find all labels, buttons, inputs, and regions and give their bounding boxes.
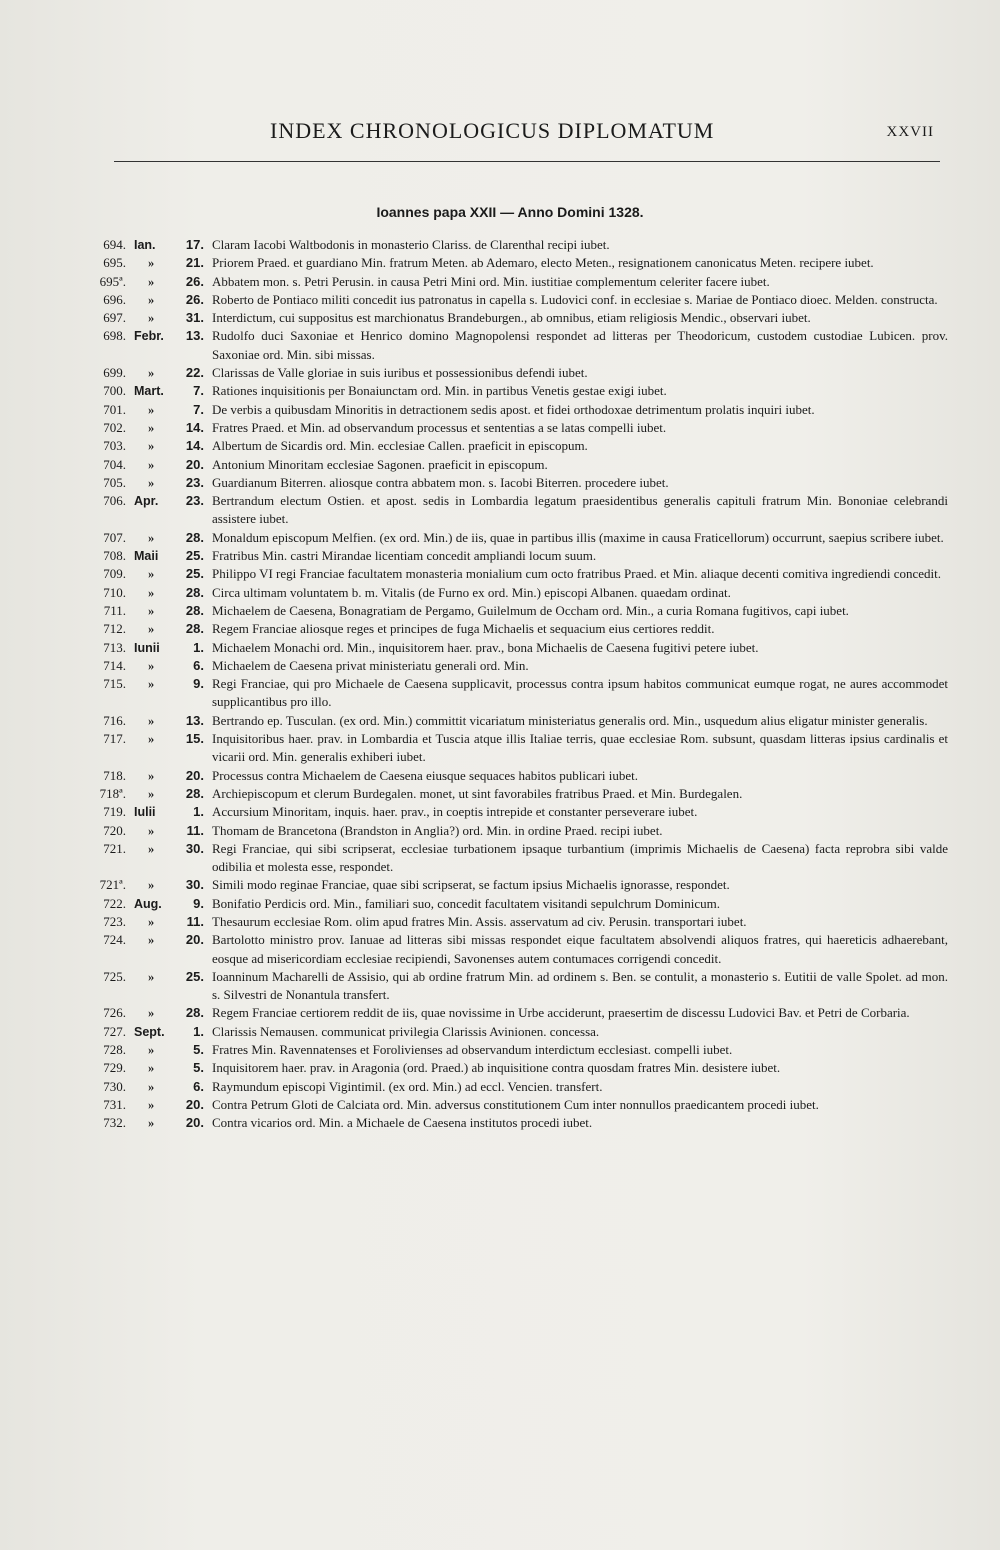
entry-day: 20. xyxy=(185,456,204,472)
entry-number: 698. xyxy=(103,328,126,344)
list-item xyxy=(88,474,948,492)
entry-day: 9. xyxy=(193,895,204,911)
entry-month: » xyxy=(148,1116,155,1131)
list-item xyxy=(88,456,948,474)
entry-text: Fratres Praed. et Min. ad observandum processus et sententias a se latas compelli iubet. xyxy=(212,419,667,435)
list-item xyxy=(88,639,948,657)
entry-text: Fratres Min. Ravennatenses et Forolivienses ad observandum interdictum ecclesiast. compelli iubet. xyxy=(212,1042,733,1058)
entry-month: » xyxy=(148,402,155,417)
list-item xyxy=(88,273,948,291)
entry-day: 5. xyxy=(193,1042,204,1058)
entry-month: Iunii xyxy=(134,640,160,655)
entry-number: 703. xyxy=(103,438,126,454)
entry-number: 695ª. xyxy=(99,273,126,289)
entry-month: » xyxy=(148,786,155,801)
entry-number: 700. xyxy=(103,383,126,399)
list-item xyxy=(88,1114,948,1132)
entry-text: Antonium Minoritam ecclesiae Sagonen. praeficit in episcopum. xyxy=(212,456,548,472)
entry-text: Bonifatio Perdicis ord. Min., familiari suo, concedit facultatem visitandi sepulchrum Dominicum. xyxy=(212,895,720,911)
entry-month: » xyxy=(148,878,155,893)
entry-text: Roberto de Pontiaco militi concedit ius patronatus in capella s. Ludovici conf. in ecclesiae s. Mariae de Pontiaco dioec. Melden. constructa. xyxy=(212,291,938,307)
entry-day: 28. xyxy=(185,602,204,618)
entry-number: 712. xyxy=(103,621,126,637)
entry-text: Michaelem Monachi ord. Min., inquisitorem haer. prav., bona Michaelis de Caesena fugitivi petere iubet. xyxy=(212,639,759,655)
list-item xyxy=(88,657,948,675)
entry-month: » xyxy=(148,841,155,856)
entry-month: » xyxy=(148,933,155,948)
entry-number: 718. xyxy=(103,767,126,783)
page-header xyxy=(110,118,940,154)
entry-month: Sept. xyxy=(134,1024,165,1039)
entry-day: 6. xyxy=(193,1078,204,1094)
entry-day: 1. xyxy=(193,639,204,655)
list-item xyxy=(88,822,948,840)
entry-text: Guardianum Biterren. aliosque contra abbatem mon. s. Iacobi Biterren. procedere iubet. xyxy=(212,474,669,490)
entry-month: » xyxy=(148,823,155,838)
list-item xyxy=(88,236,948,254)
entry-number: 719. xyxy=(103,804,126,820)
entry-text: Rationes inquisitionis per Bonaiunctam ord. Min. in partibus Venetis gestae exigi iubet. xyxy=(212,383,667,399)
entry-day: 30. xyxy=(185,840,204,856)
entry-month: » xyxy=(148,732,155,747)
entry-day: 28. xyxy=(185,1005,204,1021)
entry-number: 696. xyxy=(103,291,126,307)
entry-number: 699. xyxy=(103,365,126,381)
entry-day: 13. xyxy=(185,712,204,728)
entry-text: Bertrando ep. Tusculan. (ex ord. Min.) committit vicariatum ministeriatus generalis ord. Min., usquedum alius eligatur minister generalis. xyxy=(212,712,928,728)
entry-month: » xyxy=(148,530,155,545)
list-item xyxy=(88,895,948,913)
list-item xyxy=(88,767,948,785)
entry-day: 30. xyxy=(185,877,204,893)
entry-text: Inquisitoribus haer. prav. in Lombardia et Tuscia atque illis Italiae terris, quae ecclesiae Rom. subsunt, quasdam litteras ipsius cardinalis et vicarii ord. Min. generalis exhiberi iubet. xyxy=(212,731,948,765)
entry-day: 11. xyxy=(186,913,204,929)
list-item xyxy=(88,785,948,803)
entry-day: 1. xyxy=(193,804,204,820)
entry-text: De verbis a quibusdam Minoritis in detractionem sedis apost. et fidei orthodoxae detrimentum prolatis inquiri iubet. xyxy=(212,401,815,417)
entry-text: Clarissis Nemausen. communicat privilegia Clarissis Avinionen. concessa. xyxy=(212,1023,600,1039)
entry-month: » xyxy=(148,713,155,728)
entry-text: Processus contra Michaelem de Caesena eiusque sequaces habitos publicari iubet. xyxy=(212,767,638,783)
entry-number: 731. xyxy=(103,1096,126,1112)
entry-number: 708. xyxy=(103,548,126,564)
entry-month: » xyxy=(148,658,155,673)
entry-day: 28. xyxy=(185,785,204,801)
entry-number: 714. xyxy=(103,657,126,673)
list-item xyxy=(88,1004,948,1022)
entry-number: 711. xyxy=(103,602,126,618)
entry-text: Ioanninum Macharelli de Assisio, qui ab ordine fratrum Min. ad ordinem s. Ben. se contulit, a monasterio s. Eutitii de valle Spolet. ad mon. s. Silvestri de Nonantula transfert. xyxy=(212,968,948,1003)
entry-day: 20. xyxy=(185,1096,204,1112)
entry-month: » xyxy=(148,603,155,618)
entry-text: Thomam de Brancetona (Brandston in Anglia?) ord. Min. in ordine Praed. recipi iubet. xyxy=(212,822,663,838)
entry-text: Contra vicarios ord. Min. a Michaele de Caesena institutos procedi iubet. xyxy=(212,1115,593,1131)
entry-day: 25. xyxy=(185,548,204,564)
running-title: INDEX CHRONOLOGICUS DIPLOMATUM xyxy=(270,118,715,143)
entry-number: 720. xyxy=(103,822,126,838)
entry-month: Mart. xyxy=(134,384,164,399)
entry-day: 28. xyxy=(185,584,204,600)
entry-day: 26. xyxy=(185,273,204,289)
entry-month: » xyxy=(148,969,155,984)
entry-month: » xyxy=(148,274,155,289)
entry-month: » xyxy=(148,1097,155,1112)
entry-text: Claram Iacobi Waltbodonis in monasterio Clariss. de Clarenthal recipi iubet. xyxy=(212,237,610,252)
list-item xyxy=(88,675,948,712)
list-item xyxy=(88,401,948,419)
entry-number: 713. xyxy=(103,639,126,655)
entry-number: 704. xyxy=(103,456,126,472)
list-item xyxy=(88,840,948,877)
list-item xyxy=(88,712,948,730)
entry-month: » xyxy=(148,457,155,472)
list-item xyxy=(88,327,948,364)
entry-number: 722. xyxy=(103,895,126,911)
entry-number: 718ª. xyxy=(99,785,126,801)
entry-month: » xyxy=(148,311,155,326)
entry-number: 709. xyxy=(103,566,126,582)
entry-text: Contra Petrum Gloti de Calciata ord. Min. adversus constitutionem Cum inter nonnullos praedicantem procedi iubet. xyxy=(212,1096,819,1112)
entry-text: Thesaurum ecclesiae Rom. olim apud fratres Min. Assis. asservatum ad civ. Perusin. transportari iubet. xyxy=(212,913,747,929)
entry-day: 23. xyxy=(185,493,204,509)
entry-month: » xyxy=(148,420,155,435)
entry-number: 694. xyxy=(103,237,126,252)
entry-month: Ian. xyxy=(134,238,156,252)
entry-day: 14. xyxy=(185,438,204,454)
list-item xyxy=(88,565,948,583)
entry-day: 15. xyxy=(185,731,204,747)
entry-number: 715. xyxy=(103,676,126,692)
section-title: Ioannes papa XXII — Anno Domini 1328. xyxy=(376,204,644,220)
entry-day: 7. xyxy=(193,383,204,399)
entry-text: Bertrandum electum Ostien. et apost. sedis in Lombardia legatum praesidentibus generalis capituli fratrum Min. Bononiae celebrandi assistere iubet. xyxy=(212,493,948,527)
list-item xyxy=(88,309,948,327)
entry-text: Monaldum episcopum Melfien. (ex ord. Min.) de iis, quae in partibus illis (maxime in causa Fraticellorum) occurrunt, saepius scribere iubet. xyxy=(212,529,944,545)
entry-text: Inquisitorem haer. prav. in Aragonia (ord. Praed.) ab inquisitione contra quosdam fratres Min. desistere iubet. xyxy=(212,1060,781,1076)
entry-text: Philippo VI regi Franciae facultatem monasteria monialium cum octo fratribus Praed. et Min. aliaque decenti comitiva ingrediendi concedit. xyxy=(212,566,941,582)
entry-day: 5. xyxy=(193,1060,204,1076)
entry-month: » xyxy=(148,439,155,454)
entry-day: 31. xyxy=(185,310,204,326)
entry-month: » xyxy=(148,475,155,490)
entry-day: 28. xyxy=(185,621,204,637)
list-item xyxy=(88,1096,948,1114)
entry-month: » xyxy=(148,1043,155,1058)
entry-number: 695. xyxy=(103,255,126,271)
entry-day: 26. xyxy=(185,291,204,307)
entry-day: 25. xyxy=(185,968,204,984)
entry-number: 732. xyxy=(103,1115,126,1131)
entry-month: » xyxy=(148,567,155,582)
entry-month: » xyxy=(148,914,155,929)
entry-month: » xyxy=(148,292,155,307)
entry-month: » xyxy=(148,768,155,783)
entry-month: Apr. xyxy=(134,494,159,509)
list-item xyxy=(88,968,948,1005)
entry-month: Aug. xyxy=(134,896,162,911)
entry-number: 717. xyxy=(103,731,126,747)
list-item xyxy=(88,254,948,272)
entry-text: Archiepiscopum et clerum Burdegalen. monet, ut sint favorabiles fratribus Praed. et Min. Burdegalen. xyxy=(212,785,743,801)
list-item xyxy=(88,547,948,565)
entry-day: 1. xyxy=(193,1023,204,1039)
entry-text: Regem Franciae certiorem reddit de iis, quae novissime in Urbe acciderunt, praesertim de discessu Ludovici Bav. et Petri de Corbaria. xyxy=(212,1005,910,1021)
entry-day: 7. xyxy=(193,401,204,417)
list-item xyxy=(88,291,948,309)
entry-day: 13. xyxy=(185,328,204,344)
entry-number: 710. xyxy=(103,584,126,600)
entry-number: 716. xyxy=(103,712,126,728)
entry-day: 20. xyxy=(185,932,204,948)
entry-text: Michaelem de Caesena privat ministeriatu generali ord. Min. xyxy=(212,657,529,673)
entry-text: Albertum de Sicardis ord. Min. ecclesiae Callen. praeficit in episcopum. xyxy=(212,438,588,454)
entry-text: Bartolotto ministro prov. Ianuae ad litteras sibi missas respondet eique facultatem absolvendi aliquos fratres, qui haereticis adhaerebant, eosque ad misericordiam ecclesiae recipiendi, Savonenses autem contumaces corrigendi concedit. xyxy=(212,932,948,966)
entry-month: » xyxy=(148,1079,155,1094)
entry-text: Michaelem de Caesena, Bonagratiam de Pergamo, Guilelmum de Occham ord. Min., a curia Romana fugitivos, capi iubet. xyxy=(212,602,849,618)
list-item xyxy=(88,620,948,638)
entry-number: 723. xyxy=(103,913,126,929)
entry-number: 727. xyxy=(103,1023,126,1039)
entry-day: 9. xyxy=(193,676,204,692)
entry-text: Regem Franciae aliosque reges et principes de fuga Michaelis et sequacium eius certiores reddit. xyxy=(212,621,715,637)
entry-number: 724. xyxy=(103,932,126,948)
entry-day: 23. xyxy=(185,474,204,490)
entry-month: » xyxy=(148,677,155,692)
entry-month: Febr. xyxy=(134,329,164,344)
entry-day: 17. xyxy=(185,237,204,252)
entry-text: Raymundum episcopi Vigintimil. (ex ord. Min.) ad eccl. Vencien. transfert. xyxy=(212,1078,603,1094)
entry-number: 706. xyxy=(103,493,126,509)
list-item xyxy=(88,913,948,931)
entry-day: 20. xyxy=(185,767,204,783)
entry-text: Simili modo reginae Franciae, quae sibi scripserat, se factum ipsius Michaelis ignorasse, respondet. xyxy=(212,877,730,893)
entry-month: » xyxy=(148,1061,155,1076)
entry-day: 20. xyxy=(185,1115,204,1131)
entry-day: 28. xyxy=(185,529,204,545)
entry-day: 11. xyxy=(186,822,204,838)
list-item xyxy=(88,529,948,547)
entry-text: Regi Franciae, qui sibi scripserat, ecclesiae turbationem ipsaque turbantium (imprimis Michaelis de Caesena) facta reprobra sibi valde odibilia et molesta esse, respondet. xyxy=(212,840,948,875)
list-item xyxy=(88,602,948,620)
entry-number: 729. xyxy=(103,1060,126,1076)
entry-month: » xyxy=(148,1006,155,1021)
list-item xyxy=(88,803,948,821)
entry-day: 25. xyxy=(185,566,204,582)
list-item xyxy=(88,584,948,602)
entry-number: 697. xyxy=(103,310,126,326)
entry-day: 14. xyxy=(185,419,204,435)
entry-month: Maii xyxy=(134,549,159,564)
entry-day: 21. xyxy=(185,255,204,271)
entry-text: Fratribus Min. castri Mirandae licentiam concedit ampliandi locum suum. xyxy=(212,548,597,564)
list-item xyxy=(88,1023,948,1041)
list-item xyxy=(88,1059,948,1077)
list-item xyxy=(88,492,948,529)
entry-text: Rudolfo duci Saxoniae et Henrico domino Magnopolensi respondet ad litteras per Theodoricum, custodem custodiae Lubicen. prov. Saxoniae ord. Min. sibi missas. xyxy=(212,328,948,362)
entry-month: Iulii xyxy=(134,805,156,820)
entry-text: Accursium Minoritam, inquis. haer. prav., in coeptis intrepide et constanter perseverare iubet. xyxy=(212,804,698,820)
list-item xyxy=(88,730,948,767)
entry-number: 721ª. xyxy=(99,877,126,893)
entries-list xyxy=(88,236,948,1133)
list-item xyxy=(88,876,948,894)
page-number: XXVII xyxy=(886,124,934,140)
entry-number: 728. xyxy=(103,1042,126,1058)
entry-month: » xyxy=(148,256,155,271)
entry-number: 705. xyxy=(103,474,126,490)
entry-text: Regi Franciae, qui pro Michaele de Caesena supplicavit, processus contra ipsum habitos communicat eumque rogat, ne aures accommodet supplicantibus pro illo. xyxy=(212,676,948,710)
list-item xyxy=(88,1041,948,1059)
entry-text: Interdictum, cui suppositus est marchionatus Brandeburgen., ab omnibus, etiam religiosis Mendic., observari iubet. xyxy=(212,310,811,326)
entry-text: Priorem Praed. et guardiano Min. fratrum Meten. ab Ademaro, electo Meten., resignationem canonicatus Meten. recipere iubet. xyxy=(212,255,874,271)
entry-day: 6. xyxy=(193,657,204,673)
entry-text: Circa ultimam voluntatem b. m. Vitalis (de Furno ex ord. Min.) episcopi Albanen. quaedam ordinat. xyxy=(212,584,731,600)
entry-number: 702. xyxy=(103,419,126,435)
entry-number: 725. xyxy=(103,968,126,984)
list-item xyxy=(88,931,948,968)
entry-number: 726. xyxy=(103,1005,126,1021)
entry-number: 730. xyxy=(103,1078,126,1094)
header-rule xyxy=(114,161,940,162)
entry-text: Clarissas de Valle gloriae in suis iuribus et possessionibus defendi iubet. xyxy=(212,365,588,381)
entry-number: 701. xyxy=(103,401,126,417)
entry-month: » xyxy=(148,622,155,637)
list-item xyxy=(88,1078,948,1096)
list-item xyxy=(88,419,948,437)
entry-day: 22. xyxy=(185,365,204,381)
entry-number: 707. xyxy=(103,529,126,545)
entry-month: » xyxy=(148,585,155,600)
entry-text: Abbatem mon. s. Petri Perusin. in causa Petri Mini ord. Min. iustitiae complementum celeriter facere iubet. xyxy=(212,273,770,289)
list-item xyxy=(88,437,948,455)
entry-month: » xyxy=(148,366,155,381)
entry-number: 721. xyxy=(103,840,126,856)
list-item xyxy=(88,382,948,400)
list-item xyxy=(88,364,948,382)
